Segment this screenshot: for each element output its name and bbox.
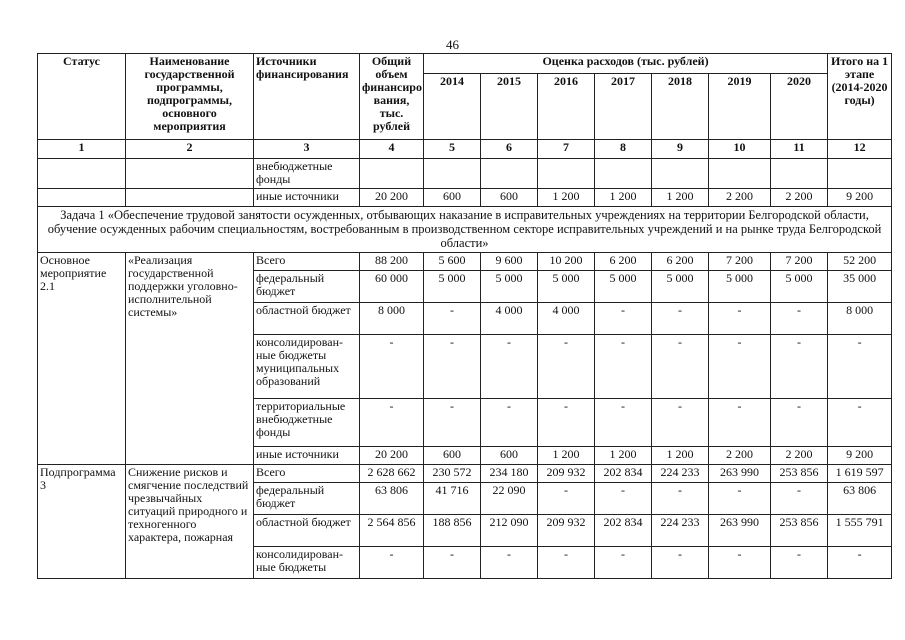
value-cell: 253 856 [771,515,828,547]
value-cell: - [652,335,709,399]
value-cell: 5 600 [424,253,481,271]
value-cell: 63 806 [828,483,892,515]
value-cell: 212 090 [481,515,538,547]
value-cell: 6 200 [595,253,652,271]
value-cell: - [424,335,481,399]
value-cell: - [595,483,652,515]
col-number: 9 [652,140,709,159]
value-cell [360,159,424,189]
col-number: 8 [595,140,652,159]
value-cell: - [652,303,709,335]
task-description: Задача 1 «Обеспечение трудовой занятости осужденных, отбывающих наказание в исправительных учреждениях на территории Белгородской области, обучение осужденных рабочим специальностям, востребованным в производственном секторе исправительных учреждений и на рынке труда Белгородской области» [38,207,892,253]
col-number: 4 [360,140,424,159]
value-cell: - [828,399,892,447]
value-cell: 2 200 [771,189,828,207]
value-cell: 5 000 [652,271,709,303]
value-cell [538,159,595,189]
source-cell: федеральный бюджет [254,271,360,303]
value-cell [424,159,481,189]
value-cell: 22 090 [481,483,538,515]
source-cell: областной бюджет [254,303,360,335]
value-cell: 1 200 [595,189,652,207]
value-cell: 10 200 [538,253,595,271]
value-cell: - [709,303,771,335]
value-cell: - [481,399,538,447]
value-cell: - [595,399,652,447]
value-cell: 1 200 [652,447,709,465]
value-cell: 600 [424,189,481,207]
value-cell: 2 200 [709,447,771,465]
header-total: Общий объем финансиро вания, тыс. рублей [360,54,424,140]
value-cell: - [595,547,652,579]
value-cell: 1 200 [538,447,595,465]
value-cell: 234 180 [481,465,538,483]
value-cell: - [771,547,828,579]
value-cell: 52 200 [828,253,892,271]
value-cell: - [709,335,771,399]
col-number: 10 [709,140,771,159]
name-cell: «Реализация государственной поддержки уголовно-исполнительной системы» [126,253,254,465]
value-cell: 1 200 [595,447,652,465]
source-cell: федеральный бюджет [254,483,360,515]
value-cell: - [771,483,828,515]
value-cell: - [652,483,709,515]
value-cell [709,159,771,189]
value-cell: 5 000 [481,271,538,303]
col-number: 11 [771,140,828,159]
header-year: 2015 [481,74,538,140]
value-cell: 1 200 [538,189,595,207]
source-cell: иные источники [254,189,360,207]
value-cell: 1 619 597 [828,465,892,483]
value-cell: 35 000 [828,271,892,303]
value-cell: 209 932 [538,515,595,547]
value-cell: 5 000 [709,271,771,303]
col-number: 6 [481,140,538,159]
value-cell: 2 200 [709,189,771,207]
value-cell: - [771,335,828,399]
status-cell: Основное мероприятие 2.1 [38,253,126,465]
col-number: 12 [828,140,892,159]
source-cell: иные источники [254,447,360,465]
source-cell: областной бюджет [254,515,360,547]
name-cell: Снижение рисков и смягчение последствий чрезвычайных ситуаций природного и техногенного характера, пожарная [126,465,254,579]
value-cell: - [360,335,424,399]
value-cell: 5 000 [771,271,828,303]
header-year: 2017 [595,74,652,140]
value-cell [481,159,538,189]
value-cell: 4 000 [481,303,538,335]
value-cell: - [828,547,892,579]
value-cell: - [709,547,771,579]
value-cell: 202 834 [595,465,652,483]
value-cell: 224 233 [652,515,709,547]
value-cell: - [709,483,771,515]
header-estimate: Оценка расходов (тыс. рублей) [424,54,828,74]
value-cell: - [538,483,595,515]
value-cell: - [771,399,828,447]
value-cell [652,159,709,189]
value-cell: - [595,303,652,335]
value-cell: - [360,399,424,447]
value-cell: 188 856 [424,515,481,547]
value-cell: 5 000 [595,271,652,303]
value-cell: 2 200 [771,447,828,465]
value-cell: - [652,547,709,579]
header-year: 2020 [771,74,828,140]
value-cell: 60 000 [360,271,424,303]
source-cell: территориальные внебюджетные фонды [254,399,360,447]
source-cell: Всего [254,253,360,271]
value-cell: 9 200 [828,189,892,207]
value-cell: 41 716 [424,483,481,515]
value-cell: - [538,335,595,399]
header-sources: Источники финансирования [254,54,360,140]
value-cell: 1 200 [652,189,709,207]
value-cell: 6 200 [652,253,709,271]
value-cell: - [538,399,595,447]
col-number: 5 [424,140,481,159]
source-cell: консолидирован-ные бюджеты [254,547,360,579]
value-cell: - [360,547,424,579]
value-cell: 20 200 [360,189,424,207]
col-number: 7 [538,140,595,159]
source-cell: консолидирован-ные бюджеты муниципальных образований [254,335,360,399]
header-year: 2016 [538,74,595,140]
table-row [38,189,892,207]
value-cell: 9 600 [481,253,538,271]
value-cell: 600 [481,189,538,207]
value-cell: 224 233 [652,465,709,483]
table-row [38,253,892,271]
value-cell: - [771,303,828,335]
value-cell: - [481,547,538,579]
value-cell: 4 000 [538,303,595,335]
value-cell: - [538,547,595,579]
value-cell [771,159,828,189]
value-cell: - [424,399,481,447]
value-cell: 5 000 [424,271,481,303]
table-row [38,159,892,189]
header-stage-total: Итого на 1 этапе (2014-2020 годы) [828,54,892,140]
value-cell [828,159,892,189]
header-year: 2019 [709,74,771,140]
value-cell: 2 628 662 [360,465,424,483]
value-cell: - [481,335,538,399]
header-name: Наименование государственной программы, подпрограммы, основного мероприятия [126,54,254,140]
value-cell: 2 564 856 [360,515,424,547]
value-cell: 230 572 [424,465,481,483]
value-cell: - [595,335,652,399]
value-cell: 263 990 [709,515,771,547]
value-cell: 8 000 [360,303,424,335]
source-cell: внебюджетные фонды [254,159,360,189]
value-cell: 9 200 [828,447,892,465]
financing-table [37,53,892,579]
value-cell [595,159,652,189]
value-cell: 600 [424,447,481,465]
value-cell: - [828,335,892,399]
header-status: Статус [38,54,126,140]
col-number: 1 [38,140,126,159]
value-cell: - [709,399,771,447]
col-number: 2 [126,140,254,159]
value-cell: - [424,547,481,579]
status-cell: Подпрограмма 3 [38,465,126,579]
source-cell: Всего [254,465,360,483]
page-number: 46 [446,37,459,52]
value-cell: - [652,399,709,447]
value-cell: 88 200 [360,253,424,271]
value-cell: 600 [481,447,538,465]
value-cell: 20 200 [360,447,424,465]
col-number: 3 [254,140,360,159]
table-row [38,465,892,483]
value-cell: 263 990 [709,465,771,483]
header-year: 2014 [424,74,481,140]
header-year: 2018 [652,74,709,140]
value-cell: 5 000 [538,271,595,303]
value-cell: 209 932 [538,465,595,483]
value-cell: 8 000 [828,303,892,335]
value-cell: 7 200 [771,253,828,271]
value-cell: 253 856 [771,465,828,483]
value-cell: 1 555 791 [828,515,892,547]
value-cell: 202 834 [595,515,652,547]
value-cell: - [424,303,481,335]
value-cell: 63 806 [360,483,424,515]
value-cell: 7 200 [709,253,771,271]
